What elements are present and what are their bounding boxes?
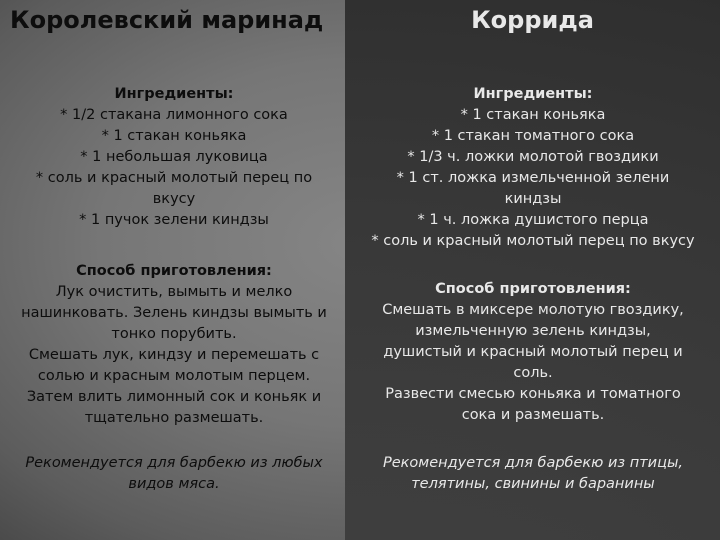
right-ingredients: [350, 84, 716, 252]
left-recommendation: [4, 453, 344, 495]
right-title: Коррида: [471, 6, 594, 34]
left-recommend-line: видов мяса.: [128, 476, 220, 492]
left-ingredient-line: * 1 пучок зелени киндзы: [79, 212, 269, 228]
right-method-line: Развести смесью коньяка и томатного: [385, 386, 681, 402]
right-ingredients-heading: Ингредиенты:: [473, 86, 593, 102]
left-title: Королевский маринад: [10, 6, 324, 34]
right-recommend-line: телятины, свинины и баранины: [411, 476, 655, 492]
right-method-line: соль.: [513, 365, 553, 381]
left-method-line: Смешать лук, киндзу и перемешать с: [28, 347, 320, 363]
right-ingredient-line: * соль и красный молотый перец по вкусу: [371, 233, 695, 249]
right-recommendation: [350, 453, 716, 495]
left-ingredients: [4, 84, 344, 231]
right-method-heading: Способ приготовления:: [435, 281, 631, 297]
right-method-line: измельченную зелень киндзы,: [415, 323, 651, 339]
right-method: [350, 279, 716, 426]
left-method-line: Затем влить лимонный сок и коньяк и: [26, 389, 322, 405]
left-recommend-line: Рекомендуется для барбекю из любых: [25, 455, 323, 471]
left-method-line: Лук очистить, вымыть и мелко: [55, 284, 293, 300]
right-ingredient-line: * 1 ст. ложка измельченной зелени: [396, 170, 670, 186]
left-ingredient-line: вкусу: [152, 191, 196, 207]
left-method-line: тщательно размешать.: [84, 410, 264, 426]
right-ingredient-line: * 1/3 ч. ложки молотой гвоздики: [407, 149, 659, 165]
left-method-heading: Способ приготовления:: [76, 263, 272, 279]
right-ingredient-line: * 1 стакан коньяка: [460, 107, 606, 123]
left-method-line: нашинковать. Зелень киндзы вымыть и: [21, 305, 327, 321]
left-ingredient-line: * 1 стакан коньяка: [101, 128, 247, 144]
right-method-line: Смешать в миксере молотую гвоздику,: [382, 302, 684, 318]
right-method-line: сока и размешать.: [461, 407, 605, 423]
left-ingredients-heading: Ингредиенты:: [114, 86, 234, 102]
right-method-line: душистый и красный молотый перец и: [383, 344, 683, 360]
left-ingredient-line: * 1/2 стакана лимонного сока: [60, 107, 288, 123]
right-ingredient-line: * 1 стакан томатного сока: [431, 128, 635, 144]
left-method-line: тонко порубить.: [111, 326, 237, 342]
right-recommend-line: Рекомендуется для барбекю из птицы,: [382, 455, 684, 471]
left-method-line: солью и красным молотым перцем.: [37, 368, 311, 384]
right-ingredient-line: киндзы: [504, 191, 562, 207]
left-ingredient-line: * 1 небольшая луковица: [80, 149, 268, 165]
left-method: [4, 261, 344, 429]
left-ingredient-line: * соль и красный молотый перец по: [35, 170, 313, 186]
right-ingredient-line: * 1 ч. ложка душистого перца: [417, 212, 649, 228]
